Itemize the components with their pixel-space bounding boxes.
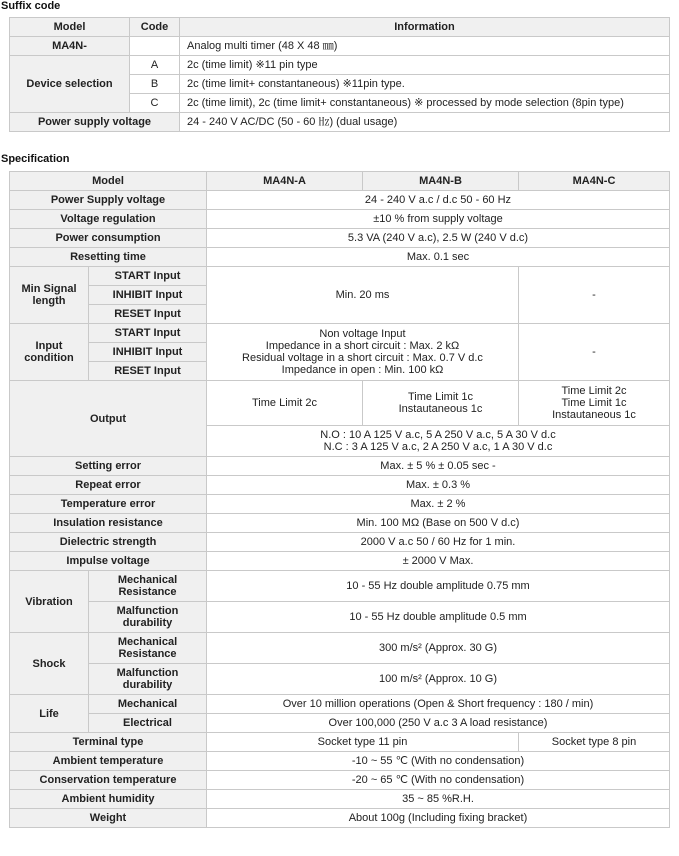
column-header-ma4n-b: MA4N-B (363, 172, 519, 191)
row-label: Ambient humidity (10, 790, 207, 809)
row-label: Insulation resistance (10, 514, 207, 533)
info-cell: 2c (time limit), 2c (time limit+ constantaneous) ※ processed by mode selection (8pin type) (180, 94, 670, 113)
row-group-label: Vibration (10, 571, 89, 633)
column-header-model: Model (10, 18, 130, 37)
row-sub-label: START Input (89, 267, 207, 286)
row-value-c: Socket type 8 pin (519, 733, 670, 752)
row-label: Temperature error (10, 495, 207, 514)
row-value: ± 2000 V Max. (207, 552, 670, 571)
table-row (10, 457, 670, 476)
row-label: Power consumption (10, 229, 207, 248)
table-row (10, 664, 670, 695)
table-header-row (10, 172, 670, 191)
table-row (10, 495, 670, 514)
row-sub-label: Electrical (89, 714, 207, 733)
row-value: 5.3 VA (240 V a.c), 2.5 W (240 V d.c) (207, 229, 670, 248)
row-group-label: Input condition (10, 324, 89, 381)
table-row (10, 267, 670, 286)
suffix-code-table (9, 17, 670, 132)
info-cell: Analog multi timer (48 X 48 ㎜) (180, 37, 670, 56)
row-sub-label: INHIBIT Input (89, 343, 207, 362)
row-sub-label: Mechanical Resistance (89, 571, 207, 602)
output-contacts: N.O : 10 A 125 V a.c, 5 A 250 V a.c, 5 A 30 V d.c N.C : 3 A 125 V a.c, 2 A 250 V a.c, 1 A 30 V d.c (207, 426, 670, 457)
column-header-code: Code (130, 18, 180, 37)
row-label: Setting error (10, 457, 207, 476)
row-value-c: - (519, 267, 670, 324)
row-value: About 100g (Including fixing bracket) (207, 809, 670, 828)
row-value: Over 100,000 (250 V a.c 3 A load resistance) (207, 714, 670, 733)
row-value: 10 - 55 Hz double amplitude 0.5 mm (207, 602, 670, 633)
row-value: 2000 V a.c 50 / 60 Hz for 1 min. (207, 533, 670, 552)
table-row (10, 248, 670, 267)
column-header-ma4n-a: MA4N-A (207, 172, 363, 191)
specification-table (9, 171, 670, 828)
row-value: Min. 20 ms (207, 267, 519, 324)
row-value: 100 m/s² (Approx. 10 G) (207, 664, 670, 695)
row-group-label: Min Signal length (10, 267, 89, 324)
row-sub-label: Malfunction durability (89, 602, 207, 633)
table-row (10, 381, 670, 426)
column-header-model: Model (10, 172, 207, 191)
row-value-c: - (519, 324, 670, 381)
row-value: Min. 100 MΩ (Base on 500 V d.c) (207, 514, 670, 533)
row-label: Impulse voltage (10, 552, 207, 571)
row-value: 24 - 240 V a.c / d.c 50 - 60 Hz (207, 191, 670, 210)
table-row (10, 571, 670, 602)
info-cell: 2c (time limit+ constantaneous) ※11pin type. (180, 75, 670, 94)
row-value: -10 ~ 55 ℃ (With no condensation) (207, 752, 670, 771)
table-row (10, 695, 670, 714)
row-sub-label: START Input (89, 324, 207, 343)
table-row (10, 56, 670, 75)
row-value: ±10 % from supply voltage (207, 210, 670, 229)
table-row (10, 229, 670, 248)
row-value: 300 m/s² (Approx. 30 G) (207, 633, 670, 664)
row-sub-label: Malfunction durability (89, 664, 207, 695)
power-supply-label: Power supply voltage (10, 113, 180, 132)
row-value: Socket type 11 pin (207, 733, 519, 752)
table-row (10, 790, 670, 809)
suffix-code-title: Suffix code (1, 0, 61, 12)
row-value: -20 ~ 65 ℃ (With no condensation) (207, 771, 670, 790)
table-row (10, 191, 670, 210)
specification-title: Specification (1, 153, 70, 165)
table-row (10, 733, 670, 752)
row-label: Weight (10, 809, 207, 828)
row-label: Conservation temperature (10, 771, 207, 790)
column-header-ma4n-c: MA4N-C (519, 172, 670, 191)
row-sub-label: Mechanical Resistance (89, 633, 207, 664)
info-cell: 24 - 240 V AC/DC (50 - 60 ㎐) (dual usage) (180, 113, 670, 132)
table-row (10, 771, 670, 790)
row-sub-label: RESET Input (89, 362, 207, 381)
table-row (10, 633, 670, 664)
output-b: Time Limit 1c Instautaneous 1c (363, 381, 519, 426)
device-selection-label: Device selection (10, 56, 130, 113)
row-label: Repeat error (10, 476, 207, 495)
row-value: Max. ± 0.3 % (207, 476, 670, 495)
table-row (10, 476, 670, 495)
row-sub-label: Mechanical (89, 695, 207, 714)
row-value: 35 ~ 85 %R.H. (207, 790, 670, 809)
row-value: Over 10 million operations (Open & Short frequency : 180 / min) (207, 695, 670, 714)
code-cell: A (130, 56, 180, 75)
row-value: Max. ± 2 % (207, 495, 670, 514)
table-header-row (10, 18, 670, 37)
output-a: Time Limit 2c (207, 381, 363, 426)
row-value: 10 - 55 Hz double amplitude 0.75 mm (207, 571, 670, 602)
table-row (10, 602, 670, 633)
row-group-label: Life (10, 695, 89, 733)
table-row (10, 514, 670, 533)
table-row (10, 324, 670, 343)
code-cell: B (130, 75, 180, 94)
row-value: Non voltage Input Impedance in a short circuit : Max. 2 kΩ Residual voltage in a short circuit : Max. 0.7 V d.c Impedance in open : Min. 100 kΩ (207, 324, 519, 381)
row-sub-label: INHIBIT Input (89, 286, 207, 305)
table-row (10, 752, 670, 771)
row-label: Power Supply voltage (10, 191, 207, 210)
info-cell: 2c (time limit) ※11 pin type (180, 56, 670, 75)
table-row (10, 714, 670, 733)
table-row (10, 37, 670, 56)
model-cell: MA4N- (10, 37, 130, 56)
table-row (10, 533, 670, 552)
row-label: Terminal type (10, 733, 207, 752)
table-row (10, 552, 670, 571)
row-sub-label: RESET Input (89, 305, 207, 324)
row-label: Dielectric strength (10, 533, 207, 552)
row-label: Ambient temperature (10, 752, 207, 771)
row-label: Resetting time (10, 248, 207, 267)
code-cell (130, 37, 180, 56)
table-row (10, 210, 670, 229)
table-row (10, 809, 670, 828)
row-group-label: Shock (10, 633, 89, 695)
row-value: Max. 0.1 sec (207, 248, 670, 267)
table-row (10, 113, 670, 132)
output-c: Time Limit 2c Time Limit 1c Instautaneous 1c (519, 381, 670, 426)
code-cell: C (130, 94, 180, 113)
row-label: Voltage regulation (10, 210, 207, 229)
row-label: Output (10, 381, 207, 457)
column-header-information: Information (180, 18, 670, 37)
row-value: Max. ± 5 % ± 0.05 sec - (207, 457, 670, 476)
